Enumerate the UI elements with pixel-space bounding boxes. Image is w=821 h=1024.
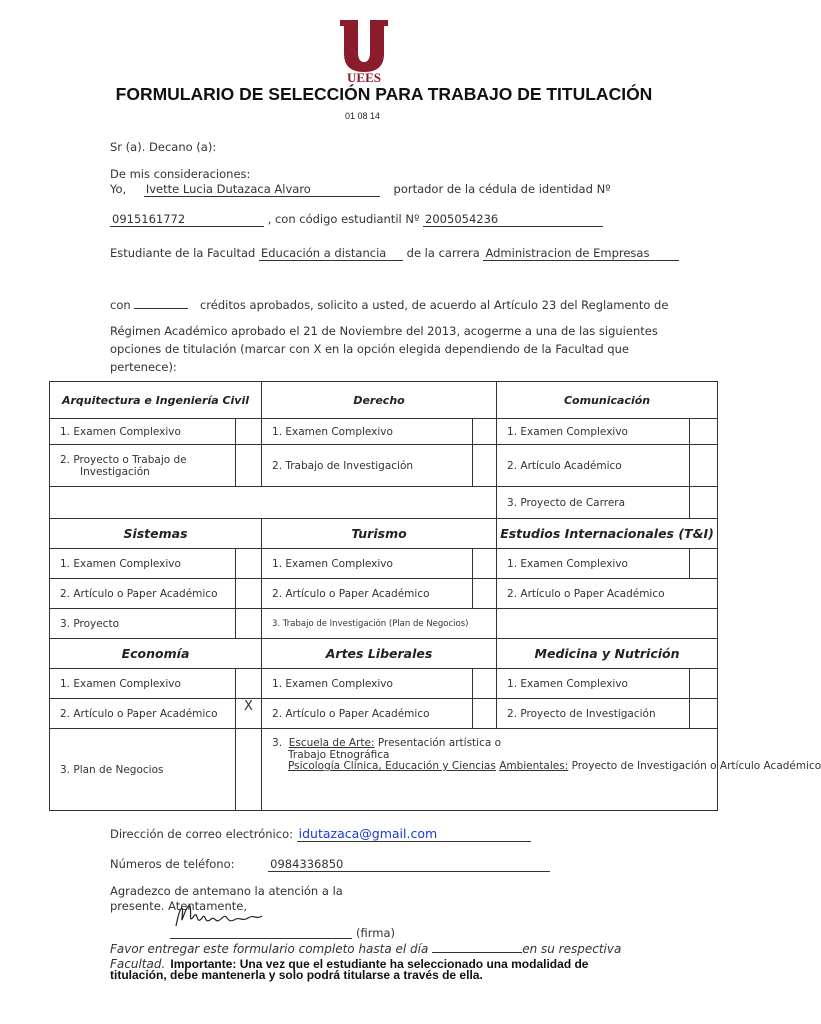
option-text: Proyecto de Investigación o Artículo Académico <box>571 760 821 772</box>
header-derecho: Derecho <box>262 382 497 419</box>
facultad-line <box>110 246 679 261</box>
option-line: Investigación <box>80 465 150 478</box>
option-line <box>272 760 821 773</box>
mark-box[interactable] <box>236 445 262 487</box>
facultad-end: Facultad. <box>110 957 166 971</box>
creditos-field[interactable] <box>134 296 188 309</box>
option-cell: 1. Examen Complexivo <box>262 549 473 579</box>
mark-box[interactable] <box>473 669 497 699</box>
option-text: Presentación artística o <box>377 737 502 749</box>
mark-box[interactable] <box>690 487 718 519</box>
email-field[interactable]: idutazaca@gmail.com <box>297 826 531 842</box>
thanks-line-1: Agradezco de antemano la atención a la <box>110 884 343 898</box>
option-cell: 1. Examen Complexivo <box>262 419 473 445</box>
option-line: Trabajo Etnográfica <box>288 748 390 761</box>
option-cell: 3. Proyecto de Carrera <box>497 487 690 519</box>
svg-text:UEES: UEES <box>347 70 381 85</box>
email-line <box>110 826 531 842</box>
ambientales-link: Ambientales: <box>499 760 569 772</box>
option-cell <box>262 729 821 811</box>
empty-cell <box>50 487 497 519</box>
mark-box[interactable] <box>690 699 718 729</box>
codigo-field[interactable]: 2005054236 <box>423 212 603 227</box>
importante-text: Importante: Una vez que el estudiante ha seleccionado una modalidad de <box>170 957 589 971</box>
portador-label: portador de la cédula de identidad Nº <box>393 182 611 196</box>
option-cell: 2. Artículo Académico <box>497 445 690 487</box>
uees-logo <box>334 16 394 84</box>
favor-text: Favor entregar este formulario completo hasta el día <box>110 942 429 956</box>
option-cell: 1. Examen Complexivo <box>497 669 690 699</box>
psicologia-link: Psicología Clínica, Educación y Ciencias <box>288 760 496 772</box>
creditos-text: créditos aprobados, solicito a usted, de acuerdo al Artículo 23 del Reglamento de <box>199 298 669 312</box>
signature-line <box>170 938 352 939</box>
header-artes-liberales: Artes Liberales <box>262 639 497 669</box>
email-label: Dirección de correo electrónico: <box>110 827 293 841</box>
empty-cell <box>497 609 718 639</box>
option-cell: 2. Artículo o Paper Académico <box>262 579 473 609</box>
option-cell: 1. Examen Complexivo <box>497 419 690 445</box>
mark-box[interactable] <box>473 445 497 487</box>
cedula-line <box>110 212 603 227</box>
phone-line <box>110 857 550 872</box>
considerations: De mis consideraciones: <box>110 167 251 181</box>
body-line-2: Régimen Académico aprobado el 21 de Noviembre del 2013, acogerme a una de las siguientes <box>110 324 658 338</box>
mark-box[interactable] <box>236 609 262 639</box>
option-cell: 1. Examen Complexivo <box>50 549 236 579</box>
header-economia: Economía <box>50 639 262 669</box>
option-cell: 2. Artículo o Paper Académico <box>262 699 473 729</box>
option-line: 2. Proyecto o Trabajo de <box>60 453 187 466</box>
option-cell: 1. Examen Complexivo <box>262 669 473 699</box>
name-line <box>110 182 611 197</box>
favor-text-2: en su respectiva <box>522 942 622 956</box>
cedula-field[interactable]: 0915161772 <box>110 212 264 227</box>
yo-label: Yo, <box>110 182 127 196</box>
option-cell: 2. Trabajo de Investigación <box>262 445 473 487</box>
mark-box[interactable] <box>473 549 497 579</box>
selected-mark-box[interactable]: X <box>236 699 262 729</box>
form-title: FORMULARIO DE SELECCIÓN PARA TRABAJO DE TITULACIÓN <box>115 84 653 104</box>
option-cell: 1. Examen Complexivo <box>50 669 236 699</box>
mark-box[interactable] <box>236 669 262 699</box>
mark-box[interactable] <box>236 729 262 811</box>
mark-box[interactable] <box>690 669 718 699</box>
option-cell: 2. Artículo o Paper Académico <box>497 579 718 609</box>
option-number: 3. <box>272 737 283 749</box>
option-cell <box>50 445 236 487</box>
header-sistemas: Sistemas <box>50 519 262 549</box>
con-label: con <box>110 298 131 312</box>
option-cell: 2. Artículo o Paper Académico <box>50 699 236 729</box>
thanks-line-2: presente. Atentamente, <box>110 899 248 913</box>
header-estudios-internacionales: Estudios Internacionales (T&I) <box>497 519 718 549</box>
phone-field[interactable]: 0984336850 <box>268 857 550 872</box>
mark-box[interactable] <box>690 549 718 579</box>
mark-box[interactable] <box>473 579 497 609</box>
option-cell: 2. Proyecto de Investigación <box>497 699 690 729</box>
escuela-arte-link: Escuela de Arte: <box>288 737 375 749</box>
importante-line-2: titulación, debe mantenerla y solo podrá titularse a través de ella. <box>110 968 483 982</box>
option-cell: 3. Plan de Negocios <box>50 729 236 811</box>
phone-label: Números de teléfono: <box>110 857 235 871</box>
fecha-field[interactable] <box>432 940 522 953</box>
option-line <box>272 738 717 750</box>
option-cell: 2. Artículo o Paper Académico <box>50 579 236 609</box>
header-medicina: Medicina y Nutrición <box>497 639 718 669</box>
mark-box[interactable] <box>690 419 718 445</box>
creditos-line <box>110 296 668 312</box>
mark-box[interactable] <box>236 419 262 445</box>
carrera-label: de la carrera <box>406 246 480 260</box>
firma-label: (firma) <box>356 926 395 940</box>
option-cell: 3. Trabajo de Investigación (Plan de Negocios) <box>262 609 497 639</box>
mark-box[interactable] <box>473 419 497 445</box>
form-date: 01 08 14 <box>345 111 381 121</box>
mark-box[interactable] <box>236 549 262 579</box>
codigo-label: , con código estudiantil Nº <box>267 212 420 226</box>
signature <box>170 896 270 936</box>
options-table <box>49 381 821 811</box>
facultad-field[interactable]: Educación a distancia <box>259 246 403 261</box>
body-line-4: pertenece): <box>110 360 177 374</box>
salutation: Sr (a). Decano (a): <box>110 140 217 154</box>
name-field[interactable]: Ivette Lucia Dutazaca Alvaro <box>144 182 380 197</box>
option-cell: 3. Proyecto <box>50 609 236 639</box>
header-comunicacion: Comunicación <box>497 382 718 419</box>
header-turismo: Turismo <box>262 519 497 549</box>
body-line-3: opciones de titulación (marcar con X en la opción elegida dependiendo de la Facultad que <box>110 342 629 356</box>
header-arquitectura: Arquitectura e Ingeniería Civil <box>50 382 262 419</box>
mark-box[interactable] <box>690 445 718 487</box>
option-cell: 1. Examen Complexivo <box>497 549 690 579</box>
carrera-field[interactable]: Administracion de Empresas <box>483 246 679 261</box>
option-cell: 1. Examen Complexivo <box>50 419 236 445</box>
mark-box[interactable] <box>236 579 262 609</box>
mark-box[interactable] <box>473 699 497 729</box>
facultad-label: Estudiante de la Facultad <box>110 246 256 260</box>
